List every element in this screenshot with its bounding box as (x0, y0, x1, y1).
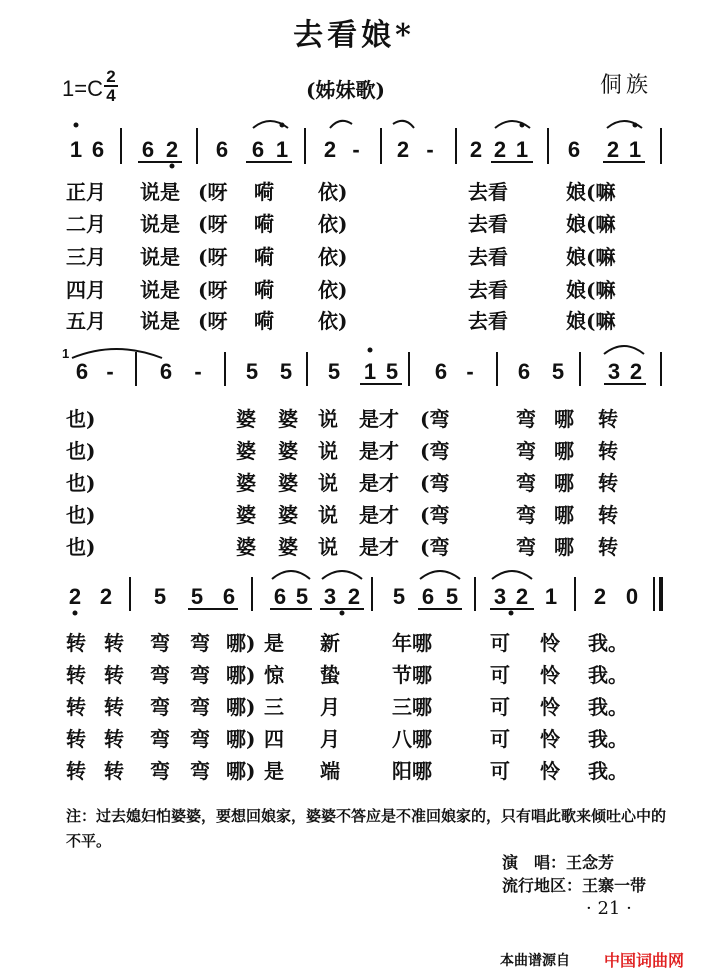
song-title: 去看娘* (293, 18, 415, 53)
note: 5 (295, 584, 309, 609)
note: 2 (469, 137, 483, 162)
lyric-word: 是 (264, 759, 284, 783)
lyric-word: 可 (490, 695, 510, 719)
slurs-3 (272, 571, 532, 579)
lyric-word: 也) (66, 535, 96, 559)
lyric-word: 可 (490, 631, 510, 655)
lyric-word: 哪 (554, 407, 574, 431)
lyric-word: 转 (66, 695, 86, 719)
lyric-word: 娘(嘛 (566, 309, 616, 333)
lyric-word: 哪) (226, 727, 256, 751)
lyric-word: 转 (104, 727, 124, 751)
lyric-word: 怜 (540, 695, 560, 719)
dots-3 (73, 611, 514, 616)
lyric-word: 哪 (554, 439, 574, 463)
time-signature (103, 68, 119, 104)
lyric-word: 年哪 (392, 631, 432, 655)
lyric-word: 弯 (150, 663, 170, 687)
note: 6 (141, 137, 155, 162)
lyric-word: 转 (104, 759, 124, 783)
note: 2 (165, 137, 179, 162)
lyric-word: (弯 (420, 407, 450, 431)
lyric-word: 弯 (150, 695, 170, 719)
note: 1 (628, 137, 642, 162)
lyric-word: 月 (320, 727, 340, 751)
lyric-word: 哪) (226, 631, 256, 655)
notation-line-1 (0, 118, 708, 178)
note: 6 (222, 584, 236, 609)
lyric-word: 八哪 (392, 727, 432, 751)
lyric-word: 说是 (140, 245, 180, 269)
lyric-word: 转 (66, 727, 86, 751)
note: 2 (493, 137, 507, 162)
note: 2 (593, 584, 607, 609)
lyric-word: 嗬 (254, 212, 274, 236)
lyric-word: 弯 (516, 471, 536, 495)
lyric-word: 转 (66, 631, 86, 655)
lyric-row (66, 403, 656, 431)
lyric-word: 可 (490, 663, 510, 687)
performer-credit (502, 850, 614, 873)
note: 2 (68, 584, 82, 609)
note: 0 (625, 584, 639, 609)
lyric-row (66, 241, 656, 269)
lyric-word: 说是 (140, 180, 180, 204)
lyric-word: 二月 (66, 212, 106, 236)
note: 5 (190, 584, 204, 609)
lyric-word: 我。 (588, 663, 628, 687)
lyric-word: 说 (318, 471, 338, 495)
lyric-word: 弯 (150, 631, 170, 655)
lyric-row (66, 723, 656, 751)
source-label: 本曲谱源自 (500, 953, 570, 969)
lyric-row (66, 627, 656, 655)
lyric-word: 去看 (468, 212, 508, 236)
lyric-word: 嗬 (254, 278, 274, 302)
lyric-word: 弯 (190, 727, 210, 751)
note: 5 (245, 359, 259, 384)
lyric-word: 月 (320, 695, 340, 719)
note: 5 (327, 359, 341, 384)
note: 2 (606, 137, 620, 162)
note: 6 (567, 137, 581, 162)
lyric-word: 弯 (190, 759, 210, 783)
lyric-word: 说是 (140, 309, 180, 333)
lyric-word: 四月 (66, 278, 106, 302)
lyric-word: 弯 (150, 727, 170, 751)
lyric-word: 怜 (540, 631, 560, 655)
lyric-word: 哪 (554, 471, 574, 495)
note: - (106, 359, 114, 384)
note: 5 (551, 359, 565, 384)
lyric-word: 依) (318, 245, 348, 269)
lyric-word: 转 (598, 535, 618, 559)
note: 6 (75, 359, 89, 384)
lyric-word: (弯 (420, 503, 450, 527)
lyric-word: 新 (320, 631, 340, 655)
note: 5 (279, 359, 293, 384)
lyric-word: 婆 (278, 535, 298, 559)
lyric-word: 弯 (190, 631, 210, 655)
note: 5 (445, 584, 459, 609)
lyric-row (66, 305, 656, 333)
lyric-word: 娘(嘛 (566, 245, 616, 269)
note: 5 (392, 584, 406, 609)
note: 5 (153, 584, 167, 609)
lyric-word: 说是 (140, 278, 180, 302)
lyric-word: (呀 (198, 212, 228, 236)
lyric-word: 转 (104, 663, 124, 687)
note: 2 (515, 584, 529, 609)
note: 6 (517, 359, 531, 384)
lyric-row (66, 755, 656, 783)
note: 6 (159, 359, 173, 384)
note: 2 (347, 584, 361, 609)
lyric-word: 婆 (236, 439, 256, 463)
lyric-word: (呀 (198, 180, 228, 204)
note: 6 (215, 137, 229, 162)
lyric-word: 婆 (236, 407, 256, 431)
lyric-word: 四 (264, 727, 284, 751)
lyric-word: 嗬 (254, 180, 274, 204)
lyric-word: 弯 (190, 663, 210, 687)
barlines-2 (136, 352, 661, 386)
lyric-word: 转 (66, 663, 86, 687)
lyric-word: (呀 (198, 245, 228, 269)
lyric-word: 我。 (588, 759, 628, 783)
note: 6 (273, 584, 287, 609)
note: 1 (515, 137, 529, 162)
lyric-word: 哪) (226, 663, 256, 687)
lyric-word: 我。 (588, 727, 628, 751)
lyric-word: 转 (66, 759, 86, 783)
lyric-word: (弯 (420, 535, 450, 559)
lyric-word: 弯 (190, 695, 210, 719)
lyric-word: 依) (318, 180, 348, 204)
lyric-word: 转 (598, 407, 618, 431)
note: 6 (91, 137, 105, 162)
lyric-word: 哪 (554, 503, 574, 527)
notes-3 (69, 584, 638, 609)
note: 1 (275, 137, 289, 162)
dots-2 (368, 348, 373, 353)
lyric-word: 也) (66, 503, 96, 527)
lyric-word: 是 (264, 631, 284, 655)
lyric-word: 去看 (468, 245, 508, 269)
note: 6 (434, 359, 448, 384)
lyric-word: 转 (598, 503, 618, 527)
key-signature: 1=C (62, 76, 103, 101)
lyric-word: 可 (490, 727, 510, 751)
lyric-word: 也) (66, 439, 96, 463)
footnote: 注：过去媳妇怕婆婆，要想回娘家，婆婆不答应是不准回娘家的，只有唱此歌来倾吐心中的不平。 (66, 807, 667, 850)
lyric-word: 怜 (540, 727, 560, 751)
lyric-word: 我。 (588, 695, 628, 719)
lyric-word: 说是 (140, 212, 180, 236)
lyric-word: 娘(嘛 (566, 180, 616, 204)
lyric-word: 说 (318, 535, 338, 559)
lyric-word: 去看 (468, 278, 508, 302)
time-signature-bottom: 4 (106, 86, 116, 105)
lyric-word: 怜 (540, 663, 560, 687)
notes-1 (70, 137, 641, 162)
note: 1 (69, 137, 83, 162)
lyric-word: 转 (104, 695, 124, 719)
lyric-word: 弯 (150, 759, 170, 783)
note: 2 (629, 359, 643, 384)
lyric-word: 我。 (588, 631, 628, 655)
lyric-word: 端 (320, 759, 340, 783)
lyric-word: 嗬 (254, 245, 274, 269)
lyric-word: 弯 (516, 503, 536, 527)
note: 2 (323, 137, 337, 162)
lyric-word: (弯 (420, 471, 450, 495)
lyric-word: 惊 (264, 663, 284, 687)
notation-line-2 (0, 340, 708, 400)
lyric-row (66, 691, 656, 719)
lyric-word: 弯 (516, 407, 536, 431)
lyric-word: 也) (66, 471, 96, 495)
lyric-word: 嗬 (254, 309, 274, 333)
lyric-row (66, 208, 656, 236)
lyric-word: 说 (318, 439, 338, 463)
lyric-word: 三 (264, 695, 284, 719)
lyric-word: 节哪 (392, 663, 432, 687)
lyric-word: 是才 (359, 471, 399, 495)
lyric-word: 去看 (468, 309, 508, 333)
lyric-row (66, 176, 656, 204)
lyric-word: (呀 (198, 278, 228, 302)
lyric-row (66, 659, 656, 687)
lyric-word: 正月 (66, 180, 106, 204)
source-site-link[interactable]: 中国词曲网 (604, 951, 685, 970)
note: 6 (251, 137, 265, 162)
note: - (466, 359, 474, 384)
lyric-word: 五月 (66, 309, 106, 333)
lyric-word: 三哪 (392, 695, 432, 719)
region-credit (502, 873, 646, 896)
song-subtitle: (姊妹歌) (306, 78, 385, 102)
lyric-row (66, 467, 656, 495)
lyric-word: (弯 (420, 439, 450, 463)
lyric-word: (呀 (198, 309, 228, 333)
lyric-word: 婆 (278, 471, 298, 495)
lyric-row (66, 274, 656, 302)
lyric-word: 娘(嘛 (566, 278, 616, 302)
page-number: · 21 · (586, 898, 632, 919)
lyric-word: 哪 (554, 535, 574, 559)
lyric-word: 是才 (359, 503, 399, 527)
lyric-word: 是才 (359, 439, 399, 463)
note: 1 (544, 584, 558, 609)
grace-note: 1 (62, 346, 70, 361)
notes-2 (76, 359, 642, 384)
lyric-row (66, 499, 656, 527)
lyric-word: 阳哪 (392, 759, 432, 783)
lyric-word: 怜 (540, 759, 560, 783)
lyric-word: 婆 (278, 503, 298, 527)
lyric-word: 婆 (236, 503, 256, 527)
note: - (352, 137, 360, 162)
performer-name: 王念芳 (566, 853, 615, 872)
lyric-word: 依) (318, 278, 348, 302)
lyric-word: 婆 (236, 535, 256, 559)
lyric-word: 三月 (66, 245, 106, 269)
note: 6 (421, 584, 435, 609)
lyric-word: 去看 (468, 180, 508, 204)
lyric-word: 婆 (278, 439, 298, 463)
lyric-word: 婆 (278, 407, 298, 431)
note: 5 (385, 359, 399, 384)
performer-label: 演 唱： (502, 853, 567, 872)
lyric-word: 也) (66, 407, 96, 431)
note: 3 (607, 359, 621, 384)
lyric-word: 说 (318, 503, 338, 527)
lyric-word: 转 (598, 439, 618, 463)
lyric-word: 依) (318, 309, 348, 333)
lyric-word: 转 (104, 631, 124, 655)
lyric-word: 是才 (359, 535, 399, 559)
notation-line-3 (0, 565, 708, 625)
lyric-word: 转 (598, 471, 618, 495)
lyric-word: 哪) (226, 695, 256, 719)
lyric-word: 是才 (359, 407, 399, 431)
note: - (194, 359, 202, 384)
lyric-word: 弯 (516, 439, 536, 463)
lyric-word: 哪) (226, 759, 256, 783)
note: 1 (363, 359, 377, 384)
lyric-row (66, 531, 656, 559)
note: 3 (493, 584, 507, 609)
lyric-word: 依) (318, 212, 348, 236)
note: - (426, 137, 434, 162)
slurs-1 (253, 121, 642, 128)
slurs-2 (72, 346, 644, 358)
lyric-word: 弯 (516, 535, 536, 559)
lyric-row (66, 435, 656, 463)
lyric-word: 蛰 (320, 663, 340, 687)
lyric-word: 婆 (236, 471, 256, 495)
note: 2 (99, 584, 113, 609)
region-label: 流行地区： (502, 876, 583, 895)
region-name: 王寨一带 (582, 876, 647, 895)
note: 2 (396, 137, 410, 162)
lyric-word: 可 (490, 759, 510, 783)
lyric-word: 娘(嘛 (566, 212, 616, 236)
ethnic-group: 侗族 (600, 73, 653, 98)
time-signature-top: 2 (106, 67, 116, 86)
note: 3 (323, 584, 337, 609)
lyric-word: 说 (318, 407, 338, 431)
